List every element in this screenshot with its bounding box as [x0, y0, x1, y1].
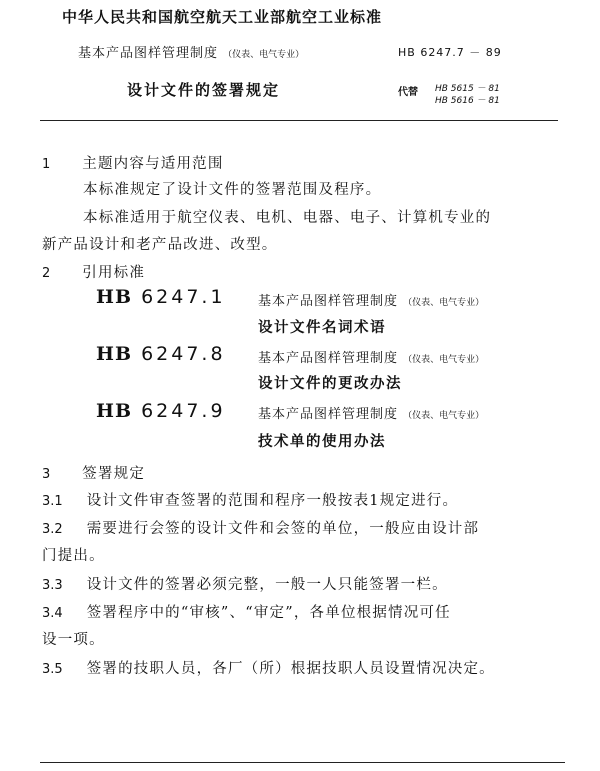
replaced-standards — [435, 83, 500, 107]
clause-number: 3.2 — [42, 522, 63, 537]
reference-code: HB 6247.9 — [96, 400, 226, 422]
section-3-heading — [42, 462, 145, 483]
section-2-heading — [42, 261, 145, 282]
clause — [42, 489, 458, 510]
reference-name: 基本产品图样管理制度 （仪表、电气专业） — [258, 407, 485, 422]
replaces-label: 代替 — [398, 87, 418, 98]
reference-name: 基本产品图样管理制度 （仪表、电气专业） — [258, 351, 485, 366]
reference-code: HB 6247.1 — [96, 286, 226, 308]
series-qualifier: （仪表、电气专业） — [223, 50, 305, 60]
clause-continuation: 设一项。 — [42, 632, 105, 648]
reference-subtitle: 设计文件的更改办法 — [258, 375, 402, 392]
reference-code: HB 6247.8 — [96, 343, 226, 365]
clause-text: 签署的技职人员，各厂（所）根据技职人员设置情况决定。 — [86, 661, 495, 677]
clause-number: 3.1 — [42, 494, 63, 509]
standard-series-title — [78, 42, 304, 61]
clause-text: 设计文件的签署必须完整，一般一人只能签署一栏。 — [86, 577, 448, 593]
standard-code: HB 6247.7 － 89 — [398, 46, 502, 59]
reference-name: 基本产品图样管理制度 （仪表、电气专业） — [258, 294, 485, 309]
reference-subtitle: 技术单的使用办法 — [258, 433, 386, 450]
clause — [42, 657, 495, 678]
clause — [42, 601, 451, 622]
section-number: 2 — [42, 266, 51, 281]
clause-number: 3.3 — [42, 578, 63, 593]
clause-text: 签署程序中的“审核”、“审定”，各单位根据情况可任 — [86, 605, 451, 621]
document-title: 设计文件的签署规定 — [127, 81, 281, 99]
clause — [42, 517, 479, 538]
clause-number: 3.4 — [42, 606, 63, 621]
footer-divider — [40, 762, 565, 763]
header-divider — [40, 120, 558, 121]
applicability-line: 新产品设计和老产品改进、改型。 — [42, 237, 278, 253]
section-title: 引用标准 — [82, 265, 146, 281]
section-number: 3 — [42, 467, 51, 482]
scope-paragraph: 本标准规定了设计文件的签署范围及程序。 — [83, 182, 382, 198]
clause-continuation: 门提出。 — [42, 548, 105, 564]
replaced-standard: HB 5615 － 81 — [435, 84, 500, 94]
reference-subtitle: 设计文件名词术语 — [258, 319, 386, 336]
issuing-authority: 中华人民共和国航空航天工业部航空工业标准 — [62, 8, 383, 26]
clause-number: 3.5 — [42, 662, 63, 677]
clause — [42, 573, 448, 594]
section-number: 1 — [42, 157, 51, 172]
series-name: 基本产品图样管理制度 — [78, 46, 219, 61]
section-title: 签署规定 — [82, 466, 146, 482]
section-1-heading — [42, 152, 224, 173]
replaced-standard: HB 5616 － 81 — [435, 96, 500, 106]
clause-text: 需要进行会签的设计文件和会签的单位，一般应由设计部 — [86, 521, 480, 537]
section-title: 主题内容与适用范围 — [82, 156, 224, 172]
clause-text: 设计文件审查签署的范围和程序一般按表1规定进行。 — [86, 493, 459, 509]
applicability-line: 本标准适用于航空仪表、电机、电器、电子、计算机专业的 — [83, 210, 492, 226]
